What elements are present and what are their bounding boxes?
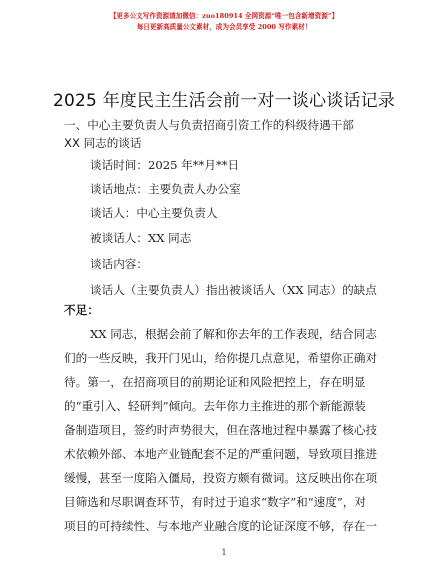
document-title: 2025 年度民主生活会前一对一谈心谈话记录 (52, 91, 396, 111)
speaker: 谈话人：中心主要负责人 (90, 206, 218, 220)
body-line: 们的一些反映，我开门见山，给你提几点意见，希望你正确对 (64, 351, 378, 365)
page-number: 1 (221, 548, 227, 557)
meeting-place: 谈话地点：主要负责人办公室 (90, 182, 241, 196)
body-line: 备制造项目，签约时声势很大，但在落地过程中暴露了核心技 (64, 423, 378, 437)
body-line: 项目的可持续性、与本地产业融合度的论证深度不够，存在一 (64, 519, 378, 533)
intro-line-2: XX 同志的谈话 (64, 136, 142, 150)
meeting-time: 谈话时间：2025 年**月**日 (90, 158, 240, 172)
body-line: 缓慢，甚至一度陷入僵局，投资方颇有微词。这反映出你在项 (64, 471, 378, 485)
content-label: 谈话内容： (90, 257, 148, 271)
body-line: 待。第一，在招商项目的前期论证和风险把控上，存在明显 (64, 375, 366, 389)
body-line: 的“重引入、轻研判”倾向。去年你力主推进的那个新能源装 (64, 399, 366, 413)
body-line: 术依赖外部、本地产业链配套不足的严重问题，导致项目推进 (64, 447, 378, 461)
listener: 被谈话人：XX 同志 (90, 231, 192, 245)
body-line: XX 同志，根据会前了解和你去年的工作表现，结合同志 (90, 327, 377, 341)
promo-banner-line-1: 【更多公文写作资源请加微信：zuo180914 全网资源“唯一包含新增资源”】 (109, 12, 339, 20)
body-line: 目筛选和尽职调查环节，有时过于追求“数字”和“速度”，对 (64, 495, 366, 509)
intro-line-1: 一、中心主要负责人与负责招商引资工作的科级待遇干部 (64, 118, 354, 132)
shortcoming-line-2: 不足： (64, 303, 99, 317)
shortcoming-line-1: 谈话人（主要负责人）指出被谈话人（XX 同志）的缺点 (90, 283, 377, 297)
promo-banner-line-2: 每日更新高质量公文素材，成为会员享受 2000 写作素材！ (136, 23, 312, 31)
